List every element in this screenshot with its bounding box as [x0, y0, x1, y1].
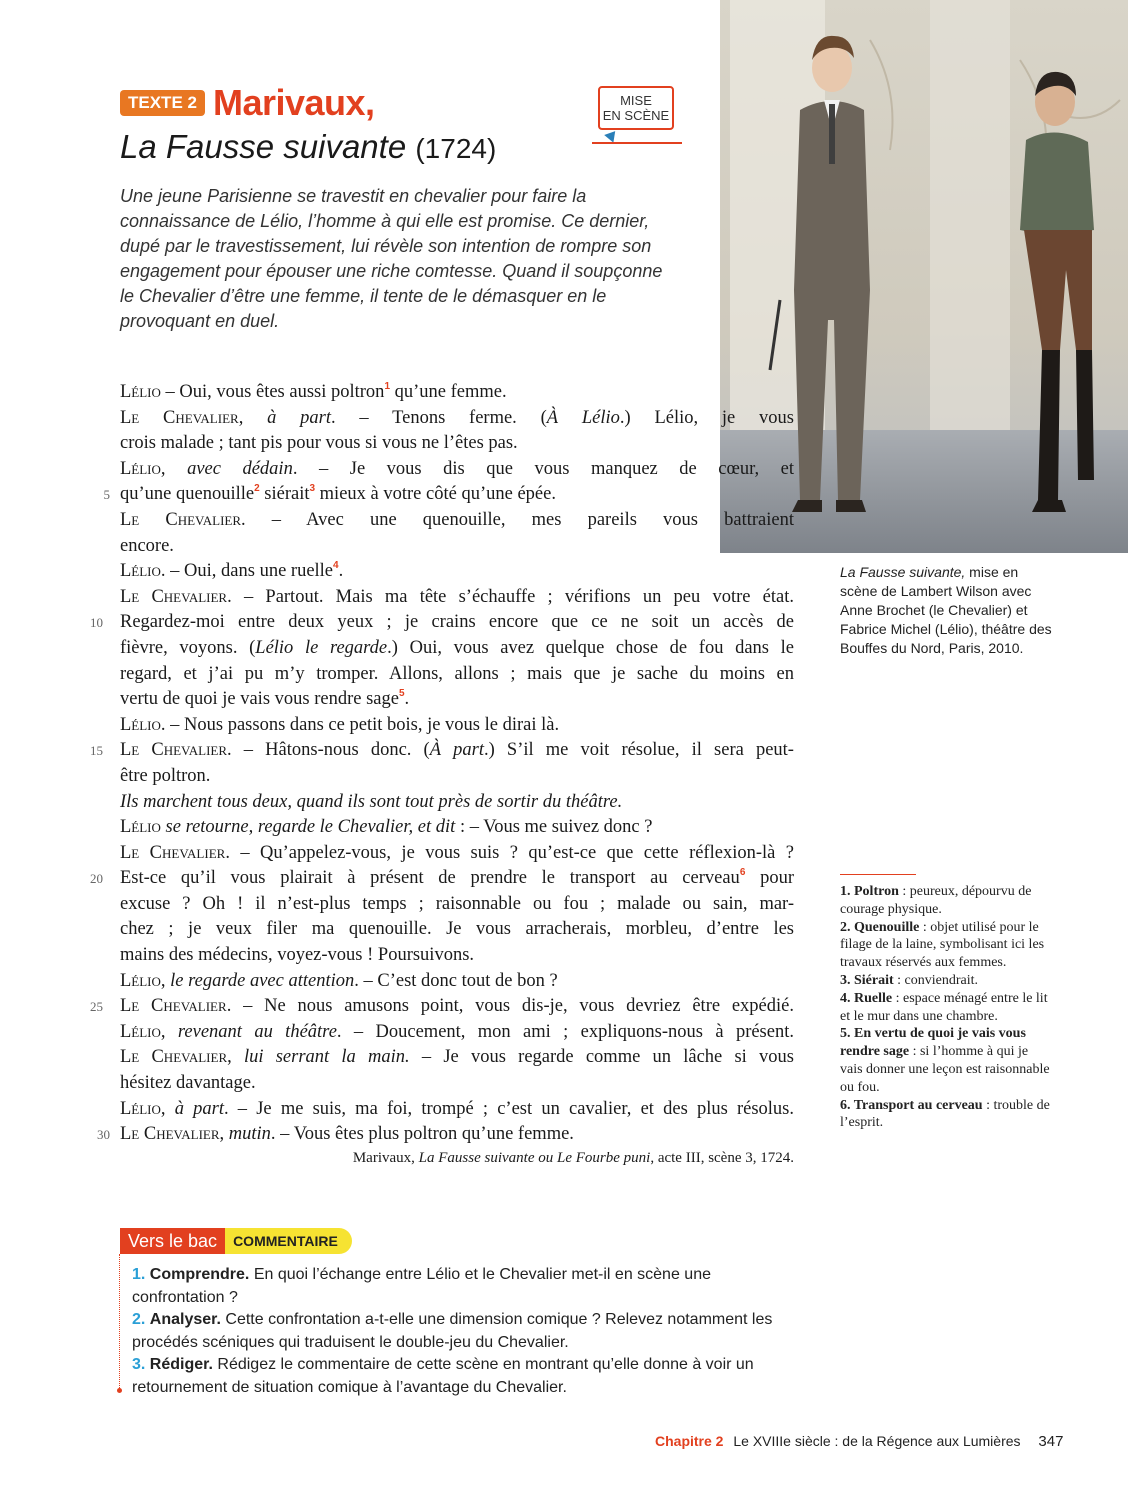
source-title: La Fausse suivante ou Le Fourbe puni [418, 1150, 651, 1166]
note-ref[interactable]: 3 [309, 483, 316, 495]
text-line: Lélio, revenant au théâtre. – Doucement, mon ami ; expliquons-nous à présent. [120, 1021, 794, 1042]
footnote [840, 883, 1052, 919]
text-line: Lélio, le regarde avec attention. – C’est donc tout de bon ? [120, 970, 558, 991]
speaker-chevalier: Le Chevalier [120, 407, 239, 428]
line-text: hésitez davantage. [120, 1073, 256, 1094]
line-text: qu’une quenouille [120, 484, 255, 505]
text-line [120, 892, 794, 918]
work-title [120, 128, 720, 166]
line-text: chez ; je veux filer ma quenouille. Je vous arracherais, morbleu, d’entre les [120, 919, 794, 940]
question-number: 3. [132, 1356, 146, 1373]
footnote-term: 3. Siérait [840, 972, 894, 988]
stage-direction: à part [267, 407, 331, 428]
footnote-term: 5. En vertu de quoi je vais vous rendre sage [840, 1026, 1026, 1060]
line-text: vertu de quoi je vais vous rendre sage [120, 689, 399, 710]
line-text: , [238, 407, 268, 428]
bac-question [132, 1354, 792, 1399]
photo-caption [840, 563, 1055, 658]
note-ref[interactable]: 5 [398, 688, 405, 700]
line-text: .) Oui, vous avez quelque chose de fou dans le [387, 637, 794, 658]
line-text: . – Ne nous amusons point, vous dis-je, vous devriez être expédié. [226, 996, 794, 1017]
speaker-lelio: Lélio [120, 1021, 161, 1042]
line-text: .) S’il me voit résolue, il sera peut- [484, 740, 794, 761]
speaker-chevalier: Le Chevalier [120, 586, 228, 607]
footnote-def: : si l’homme à qui je vais donner une leçon est raisonnable ou fou. [840, 1044, 1050, 1095]
footnote-def: : peureux, dépourvu de courage physique. [840, 884, 1032, 917]
text-line [90, 738, 794, 764]
line-number: 20 [90, 871, 103, 887]
source-ref: , acte III, scène 3, 1724. [650, 1150, 794, 1166]
line-text: . – Qu’appelez-vous, je vous suis ? qu’est-ce que cette réflexion-là ? [225, 842, 794, 863]
notes-divider [840, 874, 916, 875]
line-text: . – Je me suis, ma foi, trompé ; c’est un cavalier, et des plus résolus. [224, 1098, 795, 1119]
line-text: – Oui, vous êtes aussi poltron [160, 382, 385, 402]
text-line [90, 866, 794, 892]
badge-line-2: EN SCÈNE [602, 108, 670, 123]
footnotes [840, 883, 1052, 1132]
line-text: Regardez-moi entre deux yeux ; je crains encore que ce ne soit un accès de [120, 612, 794, 633]
text-line [120, 636, 794, 662]
line-number: 25 [90, 999, 103, 1015]
line-text: regard, et j’ai pu m’y tromper. Allons, allons ; mais que je sache du moins en [120, 663, 794, 684]
footnote [840, 1025, 1052, 1096]
line-text: . – Partout. Mais ma tête s’échauffe ; vérifions un peu votre état. [227, 586, 794, 607]
caption-text: mise en scène de Lambert Wilson avec Anne Brochet (le Chevalier) et Fabrice Michel (Lélio), théâtre des Bouffes du Nord, Paris, 2010. [840, 564, 1052, 656]
text-tag: TEXTE 2 [120, 90, 205, 116]
line-text: . – C’est donc tout de bon ? [354, 970, 558, 991]
line-text: .) Lélio, je vous [619, 407, 794, 428]
text-line [120, 713, 794, 739]
text-line [120, 943, 794, 969]
line-text: mieux à votre côté qu’une épée. [315, 484, 556, 505]
note-ref[interactable]: 6 [739, 867, 746, 879]
bac-dot [117, 1388, 122, 1393]
text-line [120, 380, 794, 406]
bac-questions [132, 1264, 792, 1399]
line-text: . – Doucement, mon ami ; expliquons-nous à présent. [336, 1021, 794, 1042]
speaker-lelio: Lélio [120, 714, 161, 735]
line-text: , [160, 458, 188, 479]
speaker-lelio: Lélio [120, 1098, 161, 1119]
line-text: Est-ce qu’il vous plairait à présent de prendre le transport au cerveau [120, 868, 740, 889]
source-author: Marivaux, [352, 1150, 419, 1166]
line-text: . – Je vous dis que vous manquez de cœur, et [292, 458, 794, 479]
footnote-def: : espace ménagé entre le lit et le mur dans une chambre. [840, 990, 1048, 1024]
line-text: . – Avec une quenouille, mes pareils vous battraient [241, 509, 794, 530]
footnote-def: : objet utilisé pour le filage de la laine, symbolisant ici les travaux réservés aux femmes. [840, 919, 1045, 971]
line-text: mains des médecins, voyez-vous ! Poursuivons. [120, 945, 475, 966]
speaker-chevalier: Le Chevalier [120, 842, 226, 863]
line-text: . – Tenons ferme. ( [330, 407, 547, 428]
line-number: 30 [97, 1127, 110, 1143]
stage-direction: Ils marchent tous deux, quand ils sont tout près de sortir du théâtre. [120, 791, 623, 812]
text-line [120, 534, 794, 560]
speaker-chevalier: Le Chevalier [120, 1124, 220, 1145]
source-citation [120, 1150, 794, 1167]
footer-title: Le XVIIIe siècle : de la Régence aux Lumières [733, 1433, 1021, 1449]
footnote [840, 990, 1052, 1026]
line-text: . [338, 561, 344, 582]
stage-direction: À part [429, 740, 484, 761]
mise-en-scene-badge [598, 86, 674, 130]
line-text: . – Oui, dans une ruelle [160, 561, 334, 582]
text-line [120, 431, 794, 457]
question-text: En quoi l’échange entre Lélio et le Chevalier met-il en scène une confrontation ? [132, 1266, 711, 1306]
text-line [120, 841, 794, 867]
stage-direction: revenant au théâtre [177, 1021, 337, 1042]
stage-direction: le regarde avec attention [170, 970, 355, 991]
footnote [840, 919, 1052, 972]
bac-type: COMMENTAIRE [225, 1228, 352, 1254]
text-line [120, 508, 794, 534]
question-text: Cette confrontation a-t-elle une dimension comique ? Relevez notamment les procédés scéniques qui traduisent le double-jeu du Chevalier. [132, 1311, 773, 1351]
text-line [120, 457, 794, 483]
footnote [840, 972, 1052, 990]
line-text: encore. [120, 535, 174, 556]
dialogue-text [90, 380, 795, 1148]
line-text: . [404, 689, 410, 710]
speaker-lelio: Lélio [120, 970, 161, 991]
speaker-chevalier: Le Chevalier [120, 1047, 228, 1068]
text-line [120, 585, 794, 611]
footnote-term: 2. Quenouille [840, 919, 920, 935]
line-number: 10 [90, 615, 103, 631]
text-line: Lélio, à part. – Je me suis, ma foi, trompé ; c’est un cavalier, et des plus résolus. [120, 1098, 795, 1119]
question-number: 2. [132, 1311, 146, 1328]
text-line [120, 559, 794, 585]
badge-line-1: MISE [620, 93, 652, 108]
line-text: être poltron. [120, 765, 211, 786]
text-line: 30 Le Chevalier, mutin. – Vous êtes plus poltron qu’une femme. [120, 1122, 794, 1148]
bac-question [132, 1309, 792, 1354]
line-text: qu’une femme. [390, 382, 507, 402]
stage-direction: à part [174, 1098, 224, 1119]
work-name: La Fausse suivante [120, 128, 407, 165]
page-footer [655, 1433, 1063, 1450]
question-title: Analyser. [149, 1311, 221, 1328]
bac-question [132, 1264, 792, 1309]
question-number: 1. [132, 1266, 146, 1283]
footnote-term: 6. Transport au cerveau [840, 1097, 983, 1113]
page-number: 347 [1038, 1433, 1064, 1450]
stage-direction: À Lélio [546, 407, 620, 428]
note-ref[interactable]: 4 [333, 560, 339, 572]
stage-direction: lui serrant la main. [243, 1047, 410, 1068]
footnote-def: : conviendrait. [893, 972, 979, 988]
text-line [120, 406, 794, 432]
bac-label: Vers le bac [120, 1228, 225, 1254]
text-line [90, 994, 794, 1020]
line-text: crois malade ; tant pis pour vous si vous ne l’êtes pas. [120, 433, 518, 454]
line-text: pour [745, 868, 794, 889]
speaker-chevalier: Le Chevalier [120, 740, 228, 761]
bac-rule [119, 1254, 120, 1388]
text-line [120, 917, 794, 943]
speaker-lelio: Lélio [120, 817, 161, 838]
line-text: siérait [259, 484, 310, 505]
footnote [840, 1097, 1052, 1133]
line-text: . – Nous passons dans ce petit bois, je vous le dirai là. [160, 714, 560, 735]
text-line [120, 764, 794, 790]
speaker-chevalier: Le Chevalier [120, 996, 227, 1017]
question-title: Comprendre. [149, 1266, 250, 1283]
question-title: Rédiger. [149, 1356, 213, 1373]
footer-chapter: Chapitre 2 [655, 1433, 724, 1449]
text-line: Le Chevalier, lui serrant la main. – Je vous regarde comme un lâche si vous [120, 1047, 794, 1068]
speaker-lelio: Lélio [120, 382, 161, 402]
text-line [120, 1071, 794, 1097]
text-line [120, 662, 794, 688]
speaker-lelio: Lélio [120, 561, 161, 582]
speaker-chevalier: Le Chevalier [120, 509, 242, 530]
line-text: . – Hâtons-nous donc. ( [227, 740, 430, 761]
line-text: : – Vous me suivez donc ? [455, 817, 653, 838]
text-line [90, 610, 794, 636]
line-text: excuse ? Oh ! il n’est-plus temps ; raisonnable ou fou ; malade ou sain, mar- [120, 893, 794, 914]
bac-header [120, 1228, 352, 1254]
speaker-lelio: Lélio [120, 458, 161, 479]
stage-direction: se retourne, regarde le Chevalier, et dit [165, 817, 456, 838]
line-number: 15 [90, 743, 103, 759]
footnote-term: 4. Ruelle [840, 990, 893, 1006]
text-line [103, 482, 794, 508]
intro-paragraph: Une jeune Parisienne se travestit en chevalier pour faire la connaissance de Lélio, l’homme à qui elle est promise. Ce dernier, dupé par le travestissement, lui révèle son intention de rompre son engagement pour épouser une riche comtesse. Quand il soupçonne le Chevalier d’être une femme, il tente de le démasquer en le provoquant en duel. [120, 186, 663, 331]
footnote-term: 1. Poltron [840, 884, 899, 899]
stage-direction: mutin [228, 1124, 271, 1145]
note-ref[interactable]: 1 [384, 381, 390, 392]
work-year: (1724) [415, 133, 497, 164]
note-ref[interactable]: 2 [254, 483, 260, 495]
line-number: 5 [103, 487, 110, 503]
stage-direction: Lélio le regarde [255, 637, 388, 658]
question-text: Rédigez le commentaire de cette scène en montrant qu’elle donne à voir un retournement de situation comique à l’avantage du Chevalier. [132, 1356, 754, 1396]
text-line [120, 815, 794, 841]
text-line [120, 790, 794, 816]
footnote-def: : trouble de l’esprit. [840, 1097, 1050, 1131]
caption-title: La Fausse suivante, [840, 564, 966, 580]
line-text: . – Vous êtes plus poltron qu’une femme. [270, 1124, 574, 1145]
stage-direction: avec dédain [187, 458, 293, 479]
text-line [120, 687, 794, 713]
line-text: fièvre, voyons. ( [120, 637, 256, 658]
author-title: Marivaux, [212, 82, 375, 123]
line-text: – Je vous regarde comme un lâche si vous [409, 1047, 794, 1068]
badge-underline [592, 142, 682, 144]
